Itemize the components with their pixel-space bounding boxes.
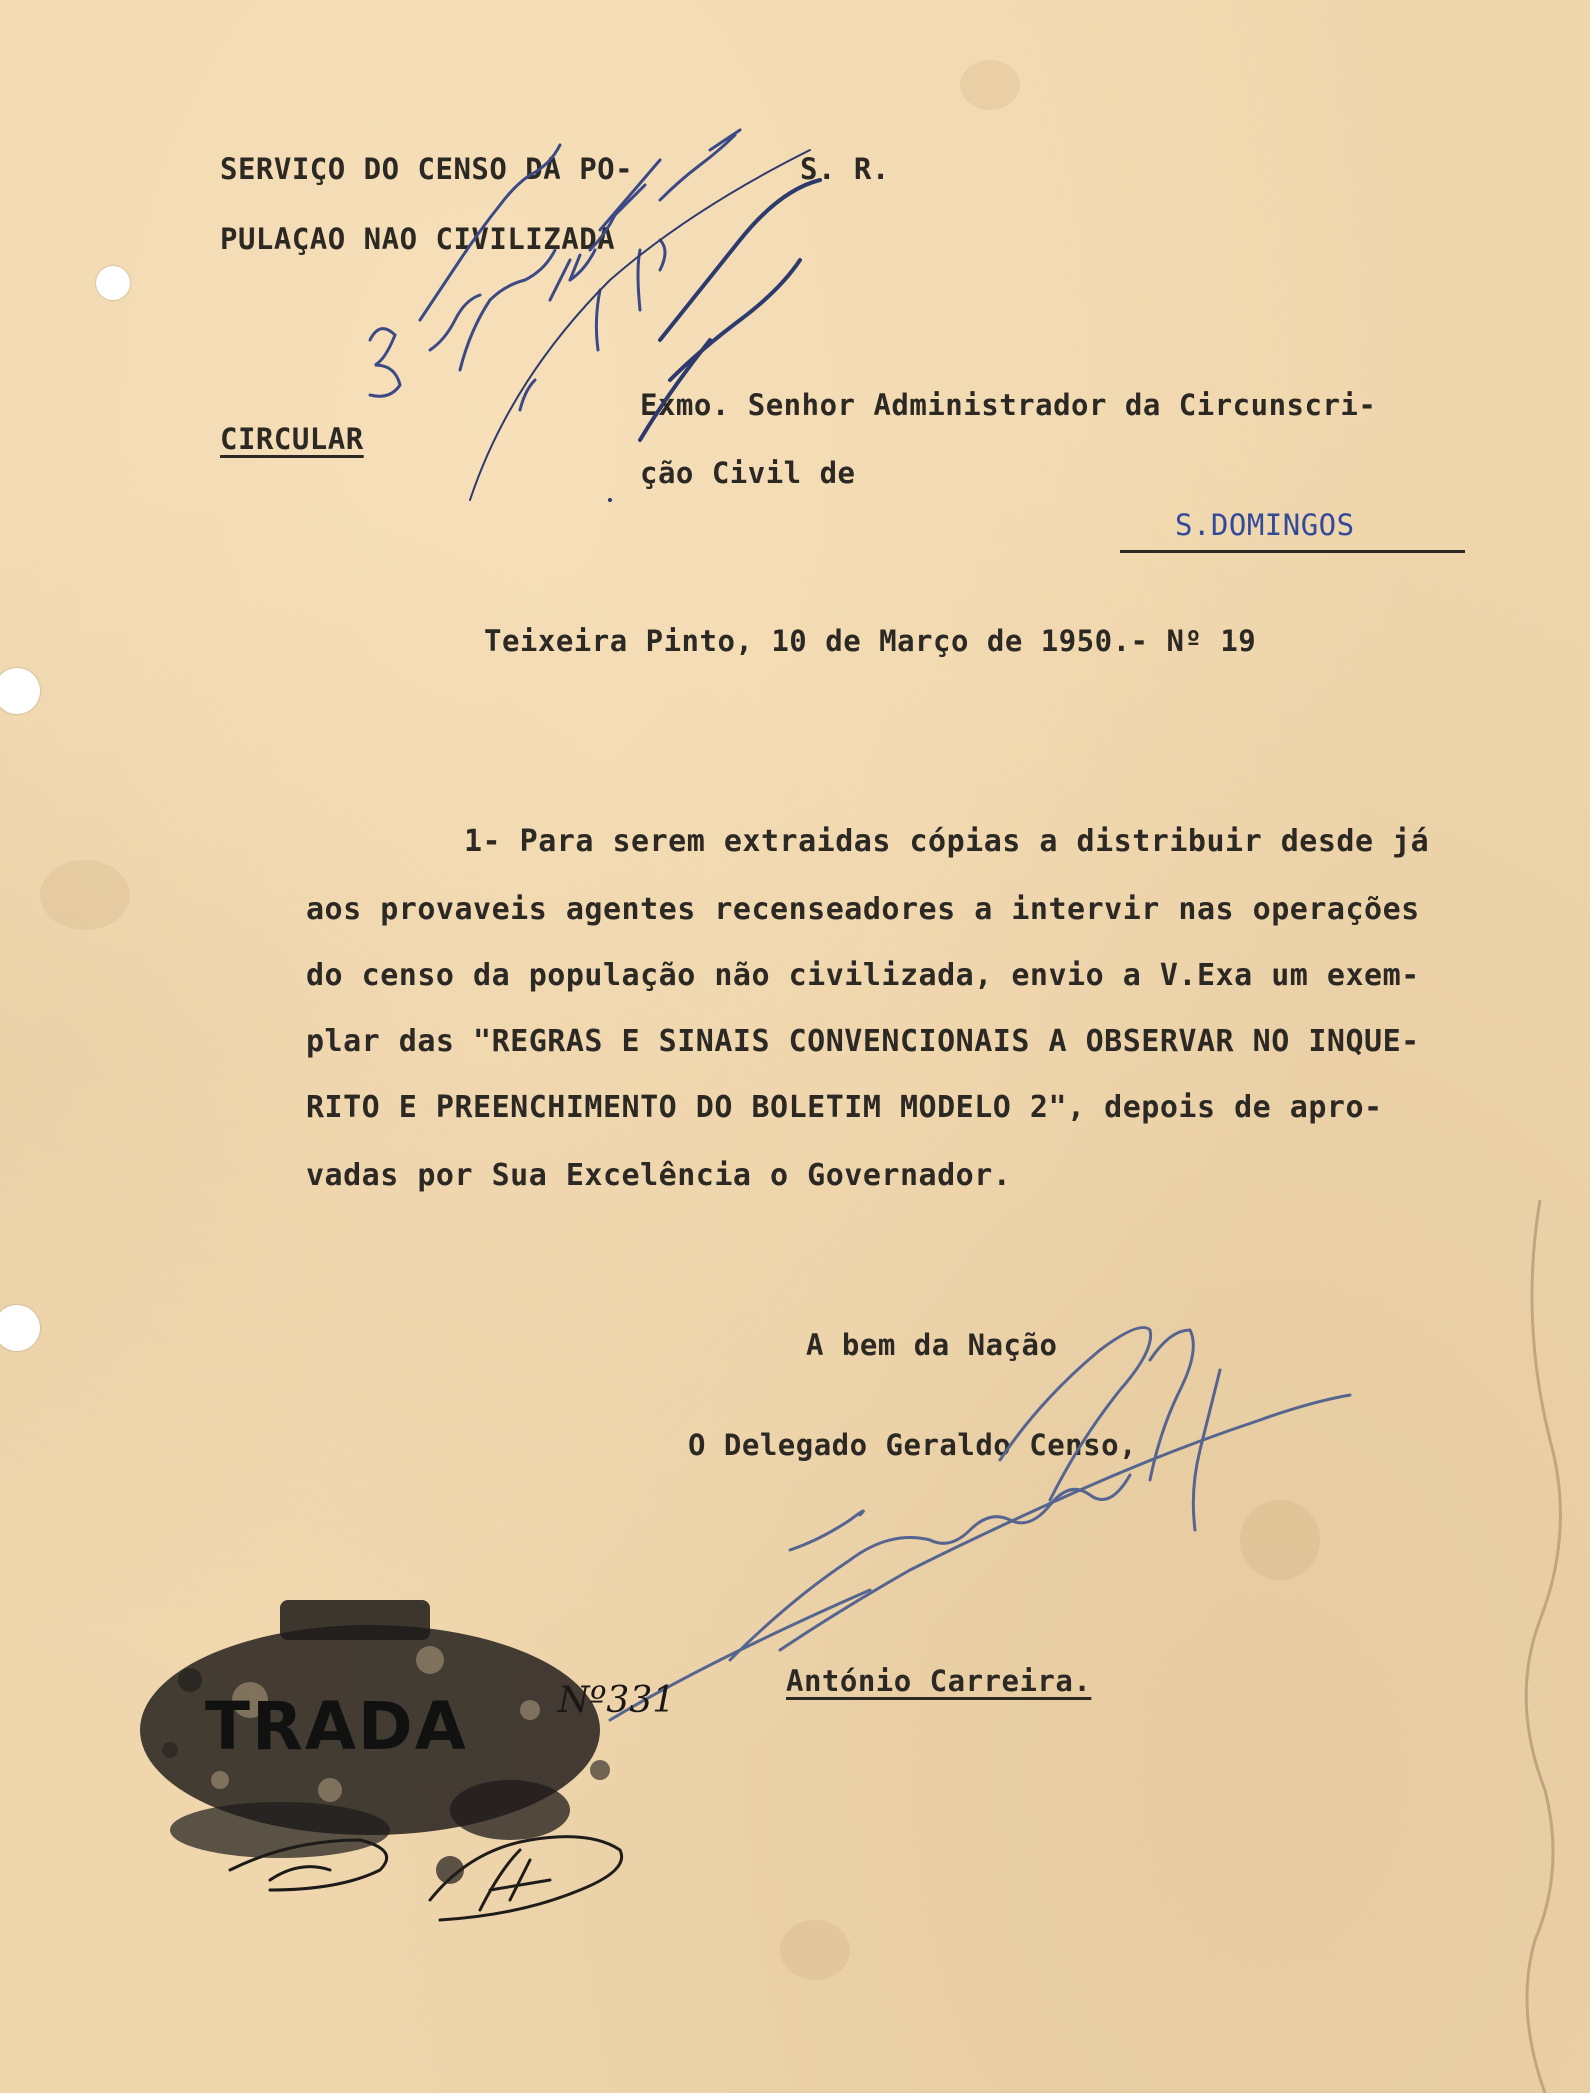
service-header-line1: SERVIÇO DO CENSO DA PO- xyxy=(220,152,634,186)
body-line: aos provaveis agentes recenseadores a intervir nas operações xyxy=(306,892,1420,927)
paper-stain xyxy=(780,1920,850,1980)
body-line: 1- Para serem extraidas cópias a distribuir desde já xyxy=(464,824,1430,859)
body-line: plar das "REGRAS E SINAIS CONVENCIONAIS A OBSERVAR NO INQUE- xyxy=(306,1024,1420,1059)
paper-stain xyxy=(960,60,1020,110)
addressee-line2: ção Civil de xyxy=(640,456,856,490)
stamp-number: Nº331 xyxy=(558,1680,676,1721)
signature xyxy=(580,1320,1380,1740)
paper-tear xyxy=(96,266,130,300)
closing: A bem da Nação xyxy=(806,1328,1058,1362)
paper-stain xyxy=(40,860,130,930)
punch-hole xyxy=(0,668,40,714)
signatory-name: António Carreira. xyxy=(786,1664,1092,1698)
addressee-place: S.DOMINGOS xyxy=(1175,508,1355,542)
addressee-line1: Exmo. Senhor Administrador da Circunscri- xyxy=(640,388,1377,422)
handwritten-annotation xyxy=(340,80,860,520)
initials-mark xyxy=(420,1820,640,1930)
circular-label: CIRCULAR xyxy=(220,422,364,456)
punch-hole xyxy=(0,1305,40,1351)
signatory-role: O Delegado Geraldo Censo, xyxy=(688,1428,1137,1462)
place-underline xyxy=(1120,550,1465,553)
dateline: Teixeira Pinto, 10 de Março de 1950.- Nº 19 xyxy=(484,624,1257,658)
service-header-line2: PULAÇAO NAO CIVILIZADA xyxy=(220,222,616,256)
stamp-text: TRADA xyxy=(205,1688,468,1765)
body-line: do censo da população não civilizada, envio a V.Exa um exem- xyxy=(306,958,1420,993)
body-line: vadas por Sua Excelência o Governador. xyxy=(306,1158,1012,1193)
body-line: RITO E PREENCHIMENTO DO BOLETIM MODELO 2", depois de apro- xyxy=(306,1090,1383,1125)
sr-marker: S. R. xyxy=(800,152,890,186)
paper-edge-tear xyxy=(1480,1200,1590,2093)
